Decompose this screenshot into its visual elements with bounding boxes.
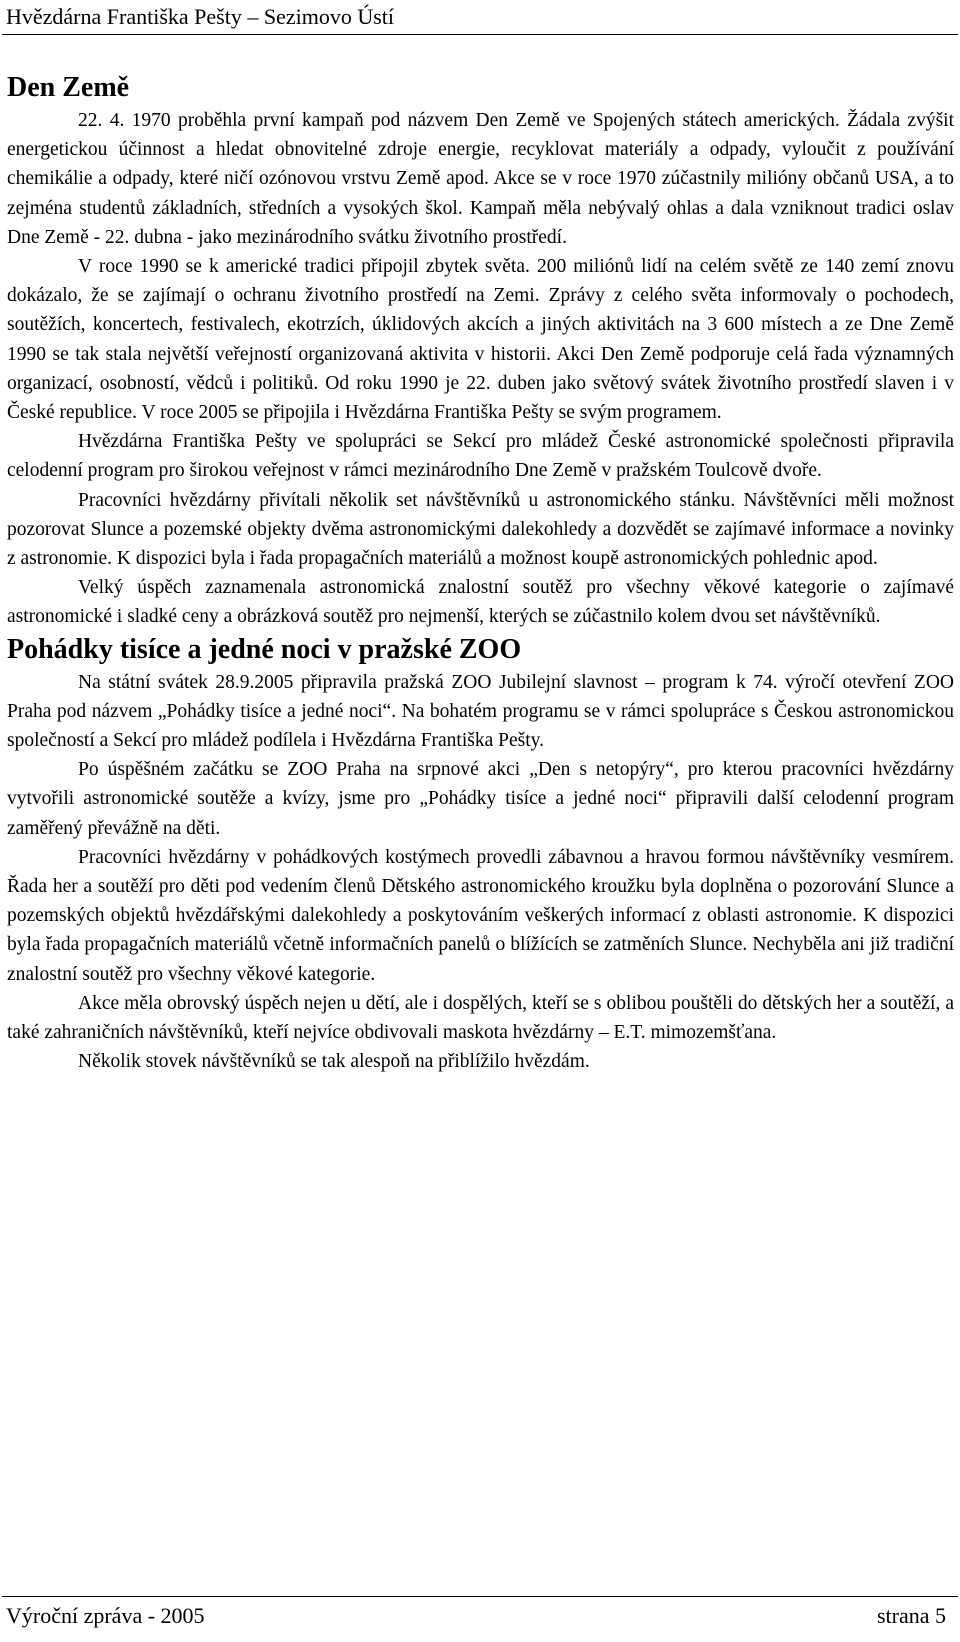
page-header	[0, 0, 960, 40]
section-title: Den Země	[7, 72, 130, 103]
page-content	[7, 70, 954, 1077]
page-number: strana 5	[876, 1603, 946, 1628]
paragraph: Pracovníci hvězdárny v pohádkových kostýmech provedli zábavnou a hravou formou návštěvníky vesmírem. Řada her a soutěží pro děti pod vedením členů Dětského astronomického kroužku byla doplněna o pozorování Slunce a pozemských objektů hvězdářskými dalekohledy a poskytováním veškerých informací z oblasti astronomie. K dispozici byla řada propagačních materiálů včetně informačních panelů o blížících se zatměních Slunce. Nechyběla ani již tradiční znalostní soutěž pro všechny věkové kategorie.	[7, 846, 954, 985]
paragraph: V roce 1990 se k americké tradici připojil zbytek světa. 200 miliónů lidí na celém světě ze 140 zemí znovu dokázalo, že se zajímají o ochranu životního prostředí na Zemi. Zprávy z celého světa informovaly o pochodech, soutěžích, koncertech, festivalech, ekotrzích, úklidových akcích a jiných aktivitách na 3 600 místech a ze Dne Země 1990 se tak stala největší veřejností organizovaná aktivita v historii. Akci Den Země podporuje celá řada významných organizací, osobností, vědců i politiků. Od roku 1990 je 22. duben jako světový svátek životního prostředí slaven i v České republice. V roce 2005 se připojila i Hvězdárna Františka Pešty se svým programem.	[7, 256, 954, 424]
header-divider	[2, 34, 958, 35]
header-title: Hvězdárna Františka Pešty – Sezimovo Ústí	[6, 4, 394, 29]
footer-report-title: Výroční zpráva - 2005	[6, 1603, 205, 1628]
paragraph: Hvězdárna Františka Pešty ve spolupráci se Sekcí pro mládež České astronomické společnosti připravila celodenní program pro širokou veřejnost v rámci mezinárodního Dne Země v pražském Toulcově dvoře.	[7, 431, 954, 482]
paragraph: Akce měla obrovský úspěch nejen u dětí, ale i dospělých, kteří se s oblibou pouštěli do dětských her a soutěží, a také zahraničních návštěvníků, kteří nejvíce obdivovali maskota hvězdárny – E.T. mimozemšťana.	[7, 992, 954, 1044]
footer-divider	[2, 1596, 958, 1597]
paragraph: Pracovníci hvězdárny přivítali několik set návštěvníků u astronomického stánku. Návštěvníci měli možnost pozorovat Slunce a pozemské objekty dvěma astronomickými dalekohledy a dozvědět se zajímavé informace a novinky z astronomie. K dispozici byla i řada propagačních materiálů a možnost koupě astronomických pohlednic apod.	[7, 489, 954, 570]
page-footer	[0, 1590, 960, 1642]
paragraph: 22. 4. 1970 proběhla první kampaň pod názvem Den Země ve Spojených státech amerických. Žádala zvýšit energetickou účinnost a hledat obnovitelné zdroje energie, recyklovat materiály a odpady, vyloučit z používání chemikálie a odpady, které ničí ozónovou vrstvu Země apod. Akce se v roce 1970 zúčastnily milióny občanů USA, a to zejména studentů základních, středních a vysokých škol. Kampaň měla nebývalý ohlas a dala vzniknout tradici oslav Dne Země - 22. dubna - jako mezinárodního svátku životního prostředí.	[7, 110, 954, 248]
paragraph: Na státní svátek 28.9.2005 připravila pražská ZOO Jubilejní slavnost – program k 74. výročí otevření ZOO Praha pod názvem „Pohádky tisíce a jedné noci“. Na bohatém programu se v rámci spolupráce s Českou astronomickou společností a Sekcí pro mládež podílela i Hvězdárna Františka Pešty.	[7, 671, 954, 752]
paragraph: Několik stovek návštěvníků se tak alespoň na přiblížilo hvězdám.	[78, 1051, 590, 1073]
section-title: Pohádky tisíce a jedné noci v pražské ZOO	[7, 633, 522, 665]
section-pohadky-zoo	[7, 632, 954, 1077]
section-den-zeme	[7, 70, 954, 632]
paragraph: Velký úspěch zaznamenala astronomická znalostní soutěž pro všechny věkové kategorie o zajímavé astronomické i sladké ceny a obrázková soutěž pro nejmenší, kterých se zúčastnilo kolem dvou set návštěvníků.	[7, 577, 954, 628]
paragraph: Po úspěšném začátku se ZOO Praha na srpnové akci „Den s netopýry“, pro kterou pracovníci hvězdárny vytvořili astronomické soutěže a kvízy, jsme pro „Pohádky tisíce a jedné noci“ připravili další celodenní program zaměřený převážně na děti.	[7, 759, 954, 839]
